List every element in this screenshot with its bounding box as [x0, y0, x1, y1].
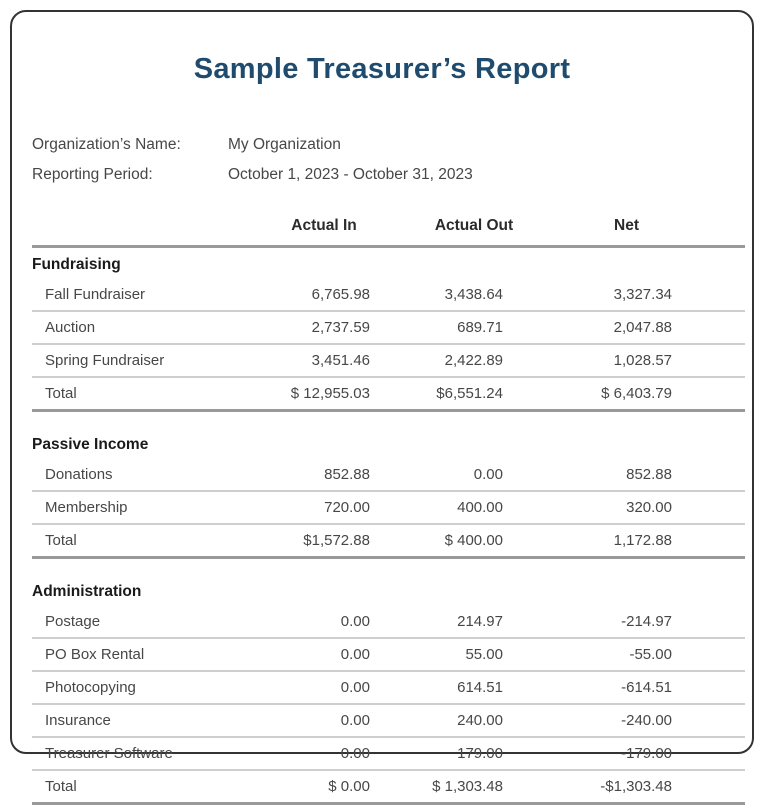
row-label: Auction: [32, 311, 248, 344]
actual-out-cell: 3,438.64: [400, 279, 548, 311]
actual-out-cell: 689.71: [400, 311, 548, 344]
table-row: [32, 704, 745, 737]
reporting-period-value: October 1, 2023 - October 31, 2023: [228, 166, 473, 183]
section-header-passive-income: [32, 411, 745, 460]
table-row: [32, 638, 745, 671]
table-row: [32, 344, 745, 377]
row-label: Treasurer Software: [32, 737, 248, 770]
section-name: Administration: [32, 583, 142, 600]
section-header-administration: [32, 558, 745, 607]
actual-out-cell: 179.00: [400, 737, 548, 770]
actual-out-total-cell: $6,551.24: [400, 377, 548, 411]
column-header-actual-out: Actual Out: [400, 213, 548, 247]
actual-out-cell: 55.00: [400, 638, 548, 671]
row-label: Spring Fundraiser: [32, 344, 248, 377]
actual-out-total-cell: $ 400.00: [400, 524, 548, 558]
column-header-actual-in: Actual In: [248, 213, 400, 247]
actual-in-total-cell: $1,572.88: [248, 524, 400, 558]
actual-in-cell: 0.00: [248, 671, 400, 704]
row-label: Photocopying: [32, 671, 248, 704]
report-table-container: [12, 190, 752, 805]
total-label: Total: [32, 377, 248, 411]
row-label: Donations: [32, 459, 248, 491]
reporting-period-label: Reporting Period:: [32, 166, 153, 183]
net-cell: -179.00: [548, 737, 745, 770]
net-cell: 320.00: [548, 491, 745, 524]
total-row-administration: [32, 770, 745, 804]
table-row: [32, 459, 745, 491]
net-cell: 852.88: [548, 459, 745, 491]
actual-in-total-cell: $ 12,955.03: [248, 377, 400, 411]
net-total-cell: 1,172.88: [548, 524, 745, 558]
total-label: Total: [32, 524, 248, 558]
net-cell: 1,028.57: [548, 344, 745, 377]
net-cell: 2,047.88: [548, 311, 745, 344]
actual-in-cell: 0.00: [248, 638, 400, 671]
net-cell: -214.97: [548, 606, 745, 638]
net-total-cell: -$1,303.48: [548, 770, 745, 804]
net-total-cell: $ 6,403.79: [548, 377, 745, 411]
actual-in-cell: 852.88: [248, 459, 400, 491]
table-row: [32, 737, 745, 770]
table-row: [32, 279, 745, 311]
actual-in-cell: 0.00: [248, 606, 400, 638]
org-name-label: Organization’s Name:: [32, 136, 181, 153]
section-header-fundraising: [32, 247, 745, 280]
page-title: Sample Treasurer’s Report: [193, 53, 571, 85]
actual-in-cell: 3,451.46: [248, 344, 400, 377]
row-label: Fall Fundraiser: [32, 279, 248, 311]
net-cell: -240.00: [548, 704, 745, 737]
net-cell: -55.00: [548, 638, 745, 671]
report-card: [10, 10, 754, 795]
row-label: PO Box Rental: [32, 638, 248, 671]
org-name-row: [32, 130, 752, 160]
net-cell: 3,327.34: [548, 279, 745, 311]
table-row: [32, 491, 745, 524]
table-row: [32, 311, 745, 344]
table-row: [32, 671, 745, 704]
row-label: Postage: [32, 606, 248, 638]
total-row-fundraising: [32, 377, 745, 411]
column-header-blank: [32, 213, 248, 247]
reporting-period-row: [32, 160, 752, 190]
org-name-value: My Organization: [228, 136, 341, 153]
total-label: Total: [32, 770, 248, 804]
actual-out-cell: 0.00: [400, 459, 548, 491]
actual-out-cell: 614.51: [400, 671, 548, 704]
actual-in-cell: 0.00: [248, 737, 400, 770]
actual-out-cell: 2,422.89: [400, 344, 548, 377]
section-name: Fundraising: [32, 256, 121, 273]
section-name: Passive Income: [32, 436, 149, 453]
column-header-row: [32, 213, 745, 247]
actual-in-cell: 720.00: [248, 491, 400, 524]
actual-out-cell: 240.00: [400, 704, 548, 737]
actual-out-cell: 214.97: [400, 606, 548, 638]
report-info: [32, 130, 752, 190]
actual-in-total-cell: $ 0.00: [248, 770, 400, 804]
actual-in-cell: 0.00: [248, 704, 400, 737]
total-row-passive-income: [32, 524, 745, 558]
column-header-net: Net: [548, 213, 745, 247]
actual-out-cell: 400.00: [400, 491, 548, 524]
report-table: [32, 213, 745, 805]
actual-in-cell: 6,765.98: [248, 279, 400, 311]
row-label: Insurance: [32, 704, 248, 737]
net-cell: -614.51: [548, 671, 745, 704]
actual-in-cell: 2,737.59: [248, 311, 400, 344]
row-label: Membership: [32, 491, 248, 524]
table-row: [32, 606, 745, 638]
actual-out-total-cell: $ 1,303.48: [400, 770, 548, 804]
